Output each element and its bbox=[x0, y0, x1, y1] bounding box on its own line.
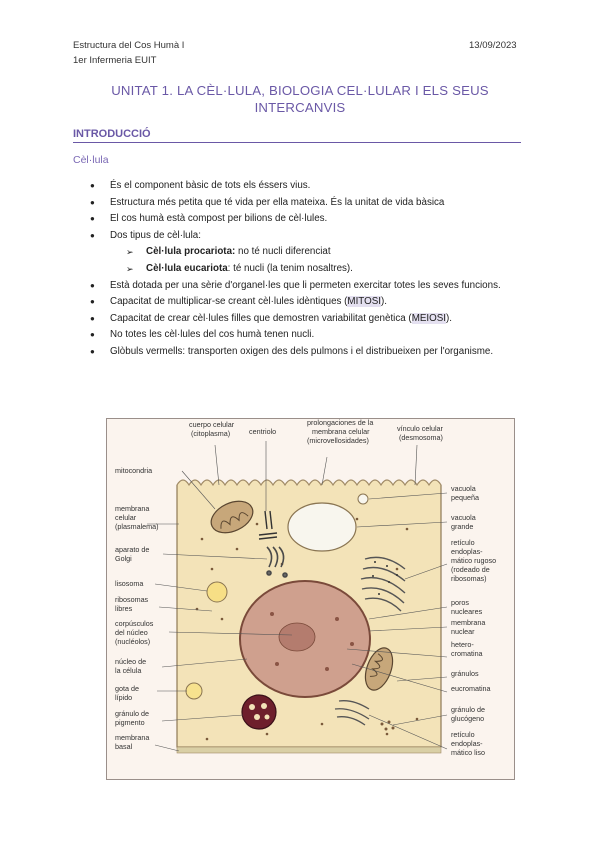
figure-label: cromatina bbox=[451, 649, 483, 658]
figure-label: vínculo celular bbox=[397, 424, 443, 433]
figure-label: gránulo de bbox=[115, 709, 149, 718]
subsection-heading: Cèl·lula bbox=[73, 154, 109, 166]
lysosome bbox=[207, 582, 227, 602]
list-item: ● Capacitat de multiplicar-se creant cèl·lules idèntiques (MITOSI). bbox=[90, 294, 528, 311]
figure-label: gránulo de bbox=[451, 705, 485, 714]
highlight-meiosi: MEIOSI bbox=[411, 312, 446, 324]
figure-label: hetero- bbox=[451, 640, 474, 649]
figure-label: la célula bbox=[115, 666, 142, 675]
figure-label: vacuola bbox=[451, 513, 476, 522]
figure-label: gota de bbox=[115, 684, 139, 693]
header-program: 1er Infermeria EUIT bbox=[73, 55, 157, 66]
arrow-icon: ➢ bbox=[126, 263, 134, 274]
figure-label: eucromatina bbox=[451, 684, 491, 693]
figure-label: (microvellosidades) bbox=[307, 436, 369, 445]
figure-label: retículo bbox=[451, 538, 475, 547]
section-heading: INTRODUCCIÓ bbox=[73, 128, 151, 140]
figure-label: (plasmalema) bbox=[115, 522, 159, 531]
list-item: ● El cos humà està compost per bilions de cèl·lules. bbox=[90, 211, 528, 228]
figure-label: glucógeno bbox=[451, 714, 485, 723]
figure-label: (nucléolos) bbox=[115, 637, 151, 646]
figure-label: del núcleo bbox=[115, 628, 148, 637]
figure-label: vacuola bbox=[451, 484, 476, 493]
list-item: ● No totes les cèl·lules del cos humà tenen nucli. bbox=[90, 327, 528, 344]
figure-label: ribosomas) bbox=[451, 574, 487, 583]
figure-label: lípido bbox=[115, 693, 133, 702]
figure-label: (rodeado de bbox=[451, 565, 490, 574]
section-rule bbox=[73, 142, 521, 143]
bullet-list bbox=[90, 178, 528, 361]
figure-label: membrana bbox=[451, 618, 486, 627]
highlight-mitosi: MITOSI bbox=[347, 296, 381, 308]
list-item: ● És el component bàsic de tots els éssers vius. bbox=[90, 178, 528, 195]
figure-label: ribosomas bbox=[115, 595, 149, 604]
figure-label: nucleares bbox=[451, 607, 483, 616]
figure-label: Golgi bbox=[115, 554, 132, 563]
header-date: 13/09/2023 bbox=[469, 40, 517, 51]
page-title: UNITAT 1. LA CÈL·LULA, BIOLOGIA CEL·LULAR I ELS SEUS INTERCANVIS bbox=[111, 83, 489, 115]
figure-label: endoplas- bbox=[451, 739, 483, 748]
list-item: ● Estructura més petita que té vida per ella mateixa. És la unitat de vida bàsica bbox=[90, 195, 528, 212]
figure-label: poros bbox=[451, 598, 469, 607]
arrow-icon: ➢ bbox=[126, 247, 134, 258]
figure-label: cuerpo celular bbox=[189, 420, 235, 429]
figure-label: libres bbox=[115, 604, 133, 613]
lipid-droplet bbox=[186, 683, 202, 699]
small-vacuole bbox=[358, 494, 368, 504]
list-item: ● Glòbuls vermells: transporten oxigen des dels pulmons i el distribueixen per l'organisme. bbox=[90, 344, 528, 361]
figure-label: retículo bbox=[451, 730, 475, 739]
figure-label: lisosoma bbox=[115, 579, 144, 588]
sub-list-item: ➢ Cèl·lula procariota: no té nucli diferenciat bbox=[110, 244, 528, 261]
figure-label: centriolo bbox=[249, 427, 277, 436]
sub-list bbox=[110, 244, 528, 277]
figure-label: núcleo de bbox=[115, 657, 147, 666]
pigment-granule bbox=[242, 695, 276, 729]
figure-label: mático liso bbox=[451, 748, 485, 757]
list-item: ● Dos tipus de cèl·lula: ➢ Cèl·lula procariota: no té nucli diferenciat ➢ Cèl·lula eucariota: té nucli (la tenim nosaltres). bbox=[90, 228, 528, 278]
list-item: ● Capacitat de crear cèl·lules filles que demostren variabilitat genètica (MEIOSI). bbox=[90, 311, 528, 328]
figure-label: mático rugoso bbox=[451, 556, 497, 565]
sub-list-item: ➢ Cèl·lula eucariota: té nucli (la tenim nosaltres). bbox=[110, 261, 528, 278]
figure-label: corpúsculos bbox=[115, 619, 154, 628]
figure-label: endoplas- bbox=[451, 547, 483, 556]
figure-label: (desmosoma) bbox=[399, 433, 443, 442]
figure-label: pigmento bbox=[115, 718, 145, 727]
figure-label: prolongaciones de la bbox=[307, 419, 374, 427]
figure-label: membrana bbox=[115, 733, 150, 742]
figure-label: mitocondria bbox=[115, 466, 153, 475]
figure-label: (citoplasma) bbox=[191, 429, 231, 438]
figure-label: celular bbox=[115, 513, 137, 522]
header-course: Estructura del Cos Humà I bbox=[73, 40, 185, 51]
nucleolus bbox=[279, 623, 315, 651]
list-item: ● Està dotada per una sèrie d'organel·les que li permeten exercitar totes les seves funcions. bbox=[90, 278, 528, 295]
figure-label: pequeña bbox=[451, 493, 479, 502]
cell-diagram-figure bbox=[106, 418, 515, 780]
figure-label: membrana bbox=[115, 504, 150, 513]
large-vacuole bbox=[288, 503, 356, 551]
figure-label: basal bbox=[115, 742, 133, 751]
figure-label: grande bbox=[451, 522, 474, 531]
figure-label: nuclear bbox=[451, 627, 475, 636]
figure-label: gránulos bbox=[451, 669, 479, 678]
figure-label: aparato de bbox=[115, 545, 150, 554]
figure-label: membrana celular bbox=[312, 427, 370, 436]
